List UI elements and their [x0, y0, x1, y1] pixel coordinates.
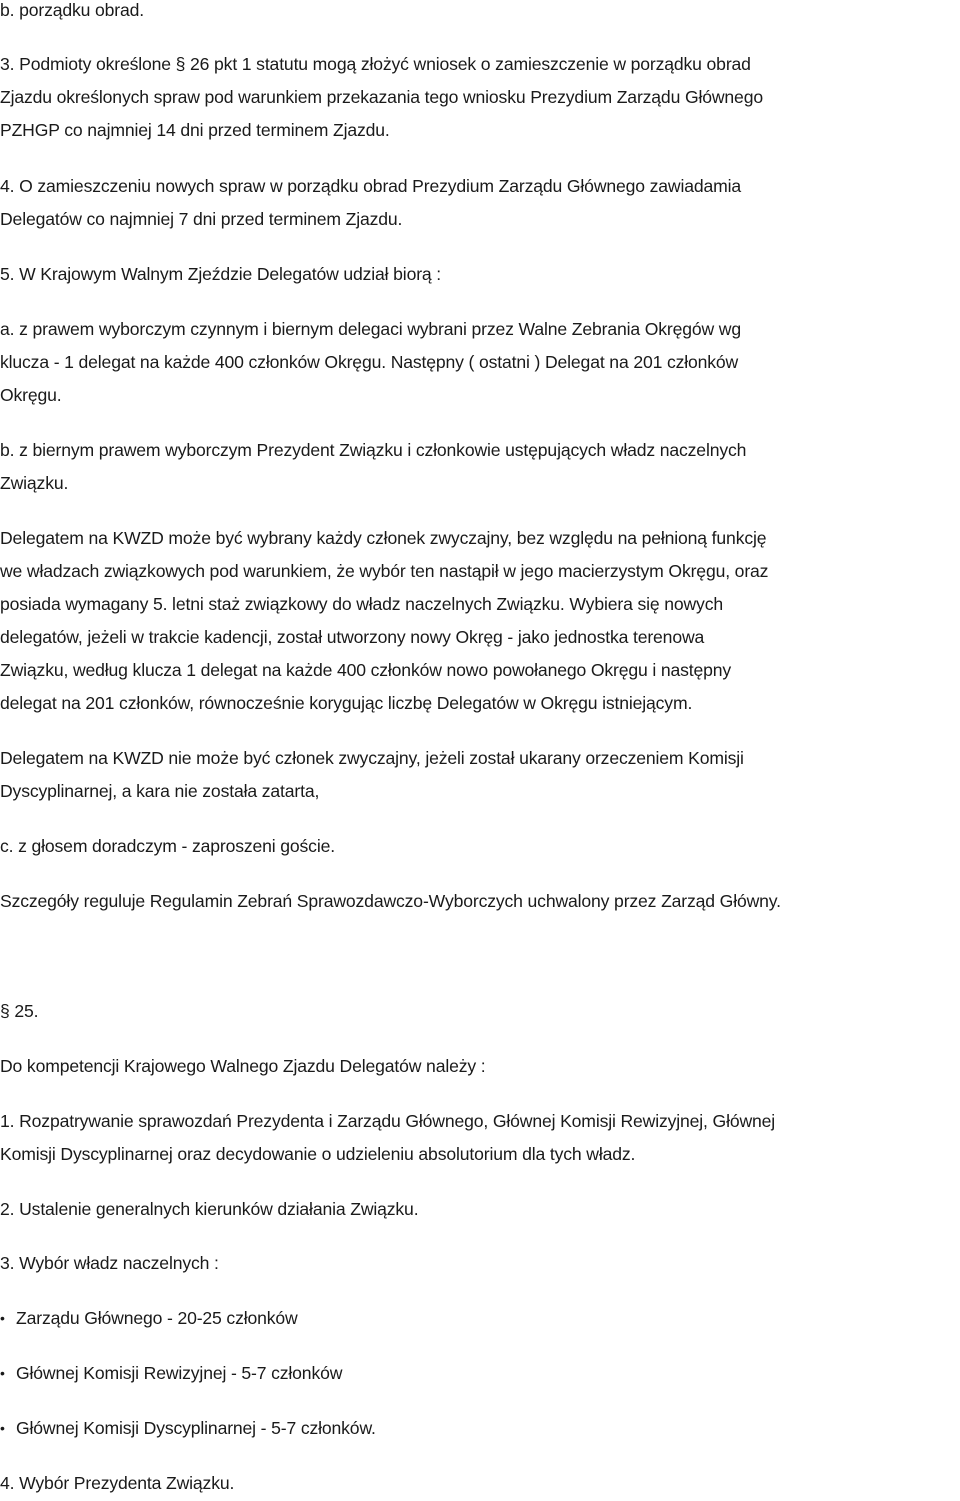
text-line: posiada wymagany 5. letni staż związkowy do władz naczelnych Związku. Wybiera się nowych: [0, 594, 723, 614]
bullet-icon: •: [0, 1310, 5, 1326]
bullet-text: Głównej Komisji Dyscyplinarnej - 5-7 członków.: [16, 1418, 376, 1438]
text-line: Okręgu.: [0, 385, 62, 405]
text-line: 5. W Krajowym Walnym Zjeździe Delegatów udział biorą :: [0, 264, 442, 284]
text-line: b. z biernym prawem wyborczym Prezydent Związku i członkowie ustępujących władz naczelnych: [0, 440, 747, 460]
text-line: Delegatem na KWZD nie może być członek zwyczajny, jeżeli został ukarany orzeczeniem Komisji: [0, 748, 744, 768]
text-line: 1. Rozpatrywanie sprawozdań Prezydenta i Zarządu Głównego, Głównej Komisji Rewizyjnej, Głównej: [0, 1111, 776, 1131]
text-line: Komisji Dyscyplinarnej oraz decydowanie o udzieleniu absolutorium dla tych władz.: [0, 1144, 636, 1164]
text-line: Związku.: [0, 473, 69, 493]
bullet-item: [0, 1412, 960, 1446]
text-line: 3. Wybór władz naczelnych :: [0, 1253, 219, 1273]
text-line: c. z głosem doradczym - zaproszeni goście.: [0, 836, 335, 856]
text-line: b. porządku obrad.: [0, 0, 145, 20]
text-line: Delegatem na KWZD może być wybrany każdy członek zwyczajny, bez względu na pełnioną funkcję: [0, 528, 767, 548]
bullet-text: Zarządu Głównego - 20-25 członków: [16, 1308, 298, 1328]
bullet-icon: •: [0, 1365, 5, 1381]
section-heading: § 25.: [0, 1001, 39, 1021]
text-line: delegat na 201 członków, równocześnie korygując liczbę Delegatów w Okręgu istniejącym.: [0, 693, 693, 713]
bullet-item: [0, 1302, 960, 1336]
text-line: PZHGP co najmniej 14 dni przed terminem Zjazdu.: [0, 120, 390, 140]
text-line: Do kompetencji Krajowego Walnego Zjazdu Delegatów należy :: [0, 1056, 486, 1076]
text-line: 2. Ustalenie generalnych kierunków działania Związku.: [0, 1199, 419, 1219]
text-line: 4. O zamieszczeniu nowych spraw w porządku obrad Prezydium Zarządu Głównego zawiadamia: [0, 176, 742, 196]
text-line: delegatów, jeżeli w trakcie kadencji, został utworzony nowy Okręg - jako jednostka terenowa: [0, 627, 705, 647]
text-line: Dyscyplinarnej, a kara nie została zatarta,: [0, 781, 320, 801]
text-line: a. z prawem wyborczym czynnym i biernym delegaci wybrani przez Walne Zebrania Okręgów wg: [0, 319, 741, 339]
bullet-icon: •: [0, 1420, 5, 1436]
text-line: 3. Podmioty określone § 26 pkt 1 statutu mogą złożyć wniosek o zamieszczenie w porządku obrad: [0, 54, 751, 74]
bullet-item: [0, 1357, 960, 1391]
text-line: Zjazdu określonych spraw pod warunkiem przekazania tego wniosku Prezydium Zarządu Głównego: [0, 87, 763, 107]
text-line: Delegatów co najmniej 7 dni przed terminem Zjazdu.: [0, 209, 403, 229]
bullet-text: Głównej Komisji Rewizyjnej - 5-7 członków: [16, 1363, 343, 1383]
text-line: Związku, według klucza 1 delegat na każde 400 członków nowo powołanego Okręgu i następny: [0, 660, 732, 680]
text-line: 4. Wybór Prezydenta Związku.: [0, 1473, 235, 1493]
text-line: Szczegóły reguluje Regulamin Zebrań Sprawozdawczo-Wyborczych uchwalony przez Zarząd Główny.: [0, 891, 781, 911]
text-line: we władzach związkowych pod warunkiem, że wybór ten nastąpił w jego macierzystym Okręgu, oraz: [0, 561, 769, 581]
text-line: klucza - 1 delegat na każde 400 członków Okręgu. Następny ( ostatni ) Delegat na 201 członków: [0, 352, 739, 372]
